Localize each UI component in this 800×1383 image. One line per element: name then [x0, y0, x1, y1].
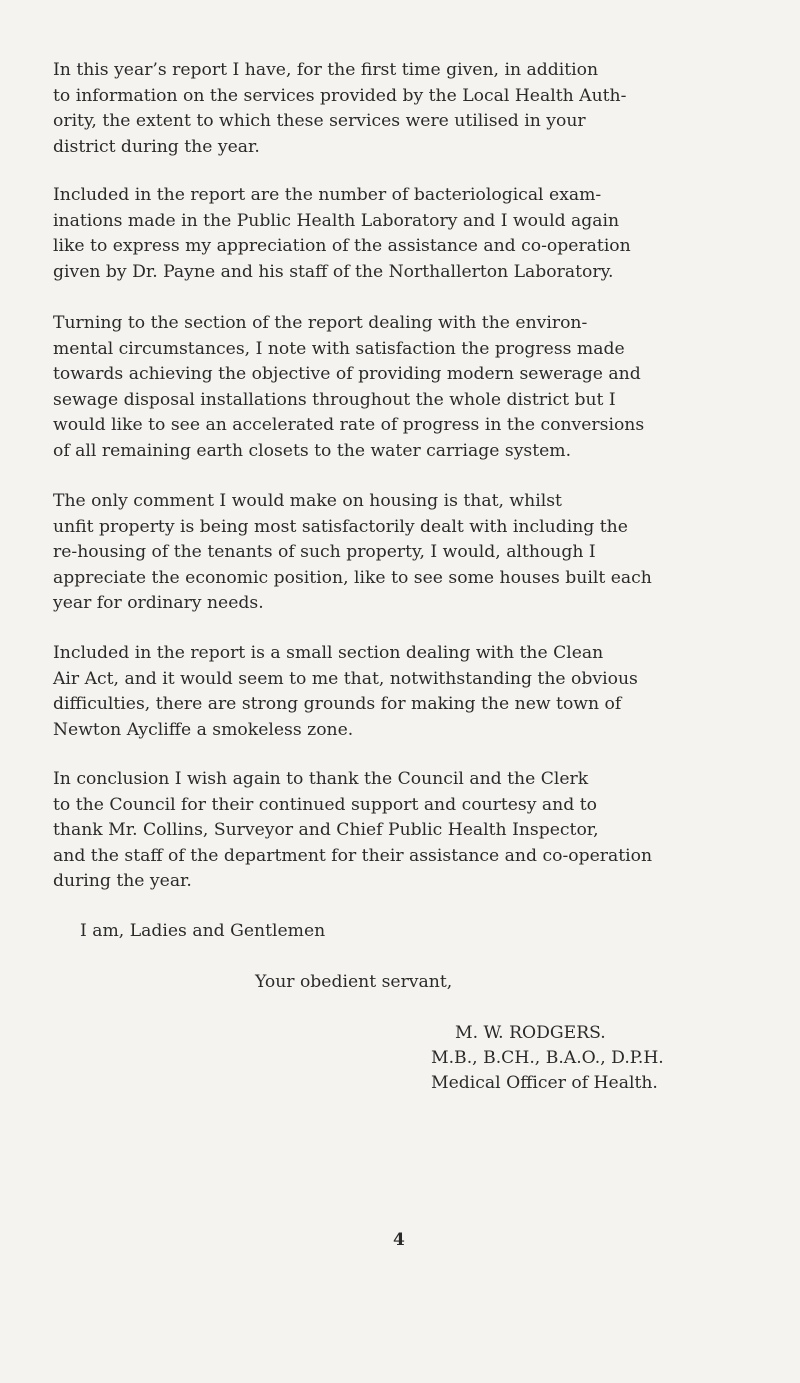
paragraph-line: like to express my appreciation of the assistance and co-operation [53, 236, 631, 256]
paragraph-line: during the year. [53, 871, 192, 891]
paragraph-line: to the Council for their continued support and courtesy and to [53, 794, 597, 815]
page-number: 4 [393, 1230, 405, 1250]
paragraph-line: Air Act, and it would seem to me that, notwithstanding the obvious [53, 668, 638, 689]
paragraph-line: inations made in the Public Health Laboratory and I would again [53, 210, 620, 231]
paragraph-line: difficulties, there are strong grounds for making the new town of [53, 694, 622, 714]
paragraph-line: Included in the report is a small section dealing with the Clean [53, 643, 604, 663]
paragraph-clean-air [53, 641, 773, 743]
paragraph-line: to information on the services provided by the Local Health Auth- [53, 85, 627, 106]
paragraph-line: ority, the extent to which these services were utilised in your [53, 111, 586, 131]
paragraph-housing [53, 489, 773, 617]
paragraph-line: district during the year. [53, 136, 260, 157]
paragraph-environment [53, 311, 773, 464]
paragraph-line: of all remaining earth closets to the water carriage system. [53, 440, 572, 461]
salutation: I am, Ladies and Gentlemen [80, 921, 326, 941]
valediction: Your obedient servant, [255, 972, 453, 992]
paragraph-line: In conclusion I wish again to thank the Council and the Clerk [53, 769, 589, 789]
paragraph-intro [53, 58, 773, 160]
paragraph-line: mental circumstances, I note with satisfaction the progress made [53, 338, 625, 359]
signatory-title: Medical Officer of Health. [431, 1073, 658, 1093]
paragraph-laboratory [53, 183, 773, 285]
paragraph-line: Newton Aycliffe a smokeless zone. [53, 719, 354, 740]
paragraph-line: Included in the report are the number of bacteriological exam- [53, 185, 602, 205]
paragraph-line: would like to see an accelerated rate of progress in the conversions [53, 415, 645, 435]
paragraph-conclusion [53, 767, 773, 895]
paragraph-line: sewage disposal installations throughout the whole district but I [53, 389, 616, 410]
paragraph-line: unfit property is being most satisfactorily dealt with including the [53, 516, 628, 537]
paragraph-line: year for ordinary needs. [53, 593, 264, 613]
paragraph-line: Turning to the section of the report dealing with the environ- [53, 313, 588, 333]
signatory-qualifications: M.B., B.CH., B.A.O., D.P.H. [431, 1048, 664, 1068]
paragraph-line: re-housing of the tenants of such property, I would, although I [53, 542, 596, 562]
paragraph-line: thank Mr. Collins, Surveyor and Chief Public Health Inspector, [53, 820, 599, 840]
paragraph-line: In this year’s report I have, for the first time given, in addition [53, 60, 599, 80]
signatory-name: M. W. RODGERS. [455, 1023, 606, 1043]
paragraph-line: given by Dr. Payne and his staff of the Northallerton Laboratory. [53, 261, 614, 282]
paragraph-line: The only comment I would make on housing is that, whilst [53, 491, 562, 511]
paragraph-line: appreciate the economic position, like to see some houses built each [53, 567, 652, 588]
paragraph-line: and the staff of the department for their assistance and co-operation [53, 845, 653, 866]
paragraph-line: towards achieving the objective of providing modern sewerage and [53, 364, 641, 384]
